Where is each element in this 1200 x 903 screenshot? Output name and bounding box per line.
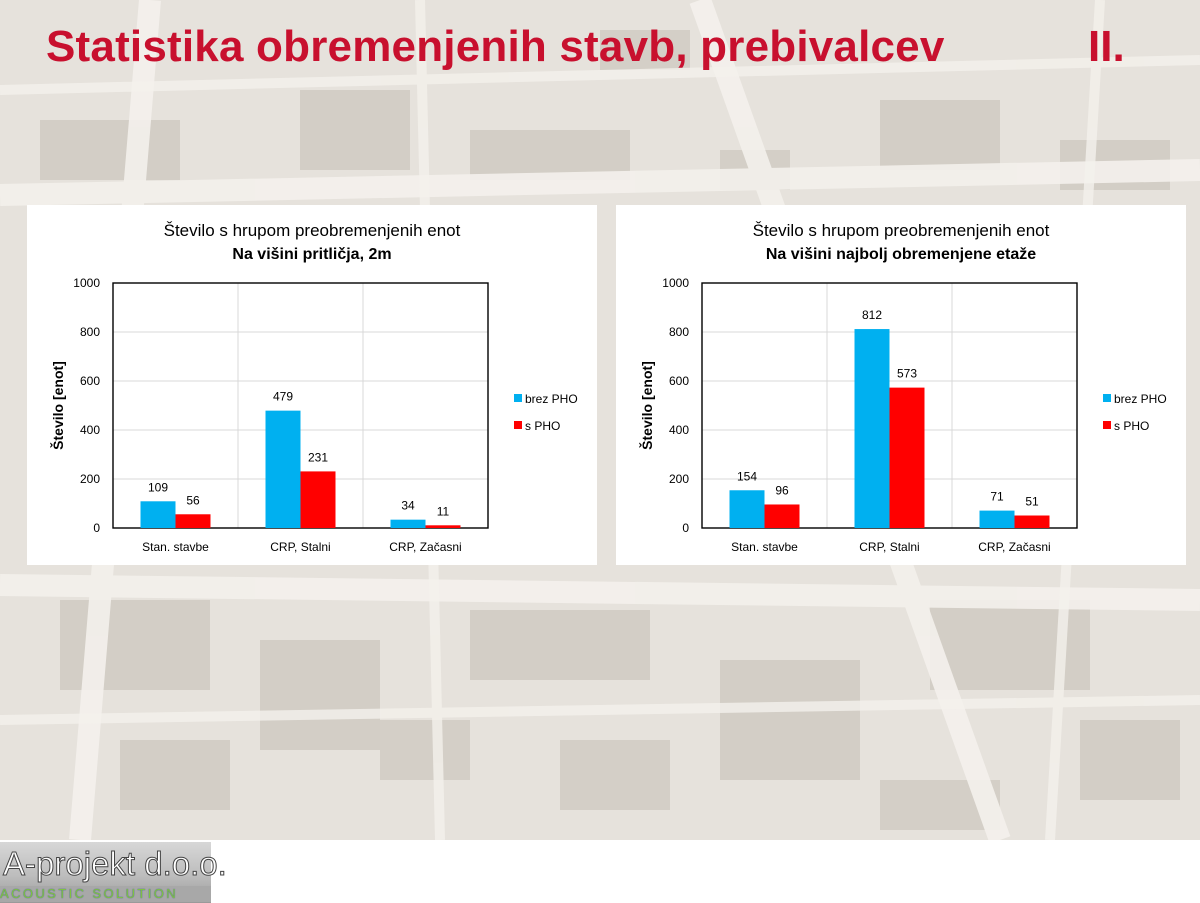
x-tick-label: CRP, Začasni <box>978 540 1051 554</box>
legend-swatch <box>1103 421 1111 429</box>
y-tick-label: 800 <box>79 325 100 339</box>
bar <box>765 504 800 528</box>
y-tick-label: 0 <box>93 521 100 535</box>
y-axis-label: Število [enot] <box>50 361 66 450</box>
legend-label: s PHO <box>525 419 561 433</box>
bar <box>301 471 336 528</box>
y-tick-label: 600 <box>668 374 689 388</box>
y-tick-label: 800 <box>668 325 689 339</box>
chart-title: Število s hrupom preobremenjenih enot <box>752 221 1050 240</box>
y-tick-label: 600 <box>79 374 100 388</box>
y-tick-label: 400 <box>668 423 689 437</box>
chart-panel-most-exposed-floor <box>616 205 1186 565</box>
bar <box>426 525 461 528</box>
data-label: 11 <box>436 504 450 519</box>
chart-subtitle: Na višini najbolj obremenjene etaže <box>765 246 1037 263</box>
chart-most-exposed-floor <box>616 205 1186 565</box>
legend-label: brez PHO <box>525 392 578 406</box>
x-tick-label: CRP, Začasni <box>389 540 462 554</box>
bar <box>890 388 925 528</box>
bar <box>176 514 211 528</box>
chart-ground-level <box>27 205 597 565</box>
slide-number: II. <box>1088 22 1125 71</box>
data-label: 573 <box>896 366 918 381</box>
y-tick-label: 200 <box>668 472 689 486</box>
y-axis-label: Število [enot] <box>639 361 655 450</box>
bar <box>391 520 426 528</box>
bar <box>1015 516 1050 528</box>
bar <box>730 490 765 528</box>
bar <box>855 329 890 528</box>
chart-title: Število s hrupom preobremenjenih enot <box>163 221 461 240</box>
company-logo <box>0 842 227 903</box>
legend-swatch <box>514 394 522 402</box>
x-tick-label: CRP, Stalni <box>270 540 331 554</box>
data-label: 71 <box>990 489 1004 504</box>
bar <box>980 511 1015 528</box>
y-tick-label: 0 <box>682 521 689 535</box>
y-tick-label: 200 <box>79 472 100 486</box>
legend-label: brez PHO <box>1114 392 1167 406</box>
data-label: 154 <box>736 469 758 484</box>
data-label: 96 <box>775 483 789 498</box>
data-label: 34 <box>401 498 415 513</box>
x-tick-label: Stan. stavbe <box>142 540 209 554</box>
chart-panel-ground-level <box>27 205 597 565</box>
data-label: 56 <box>186 493 200 508</box>
bar <box>266 411 301 528</box>
y-tick-label: 400 <box>79 423 100 437</box>
logo-name: A-projekt d.o.o. <box>3 845 227 882</box>
bar <box>141 501 176 528</box>
y-tick-label: 1000 <box>73 276 100 290</box>
legend-swatch <box>514 421 522 429</box>
logo-tagline: ACOUSTIC SOLUTION <box>0 886 211 902</box>
data-label: 812 <box>861 308 883 323</box>
y-tick-label: 1000 <box>662 276 689 290</box>
chart-subtitle: Na višini pritličja, 2m <box>232 246 392 263</box>
x-tick-label: Stan. stavbe <box>731 540 798 554</box>
x-tick-label: CRP, Stalni <box>859 540 920 554</box>
data-label: 479 <box>272 389 294 404</box>
legend-swatch <box>1103 394 1111 402</box>
data-label: 231 <box>307 450 329 465</box>
data-label: 109 <box>147 480 169 495</box>
slide-title: Statistika obremenjenih stavb, prebivalcev <box>46 22 945 71</box>
data-label: 51 <box>1025 494 1039 509</box>
legend-label: s PHO <box>1114 419 1150 433</box>
